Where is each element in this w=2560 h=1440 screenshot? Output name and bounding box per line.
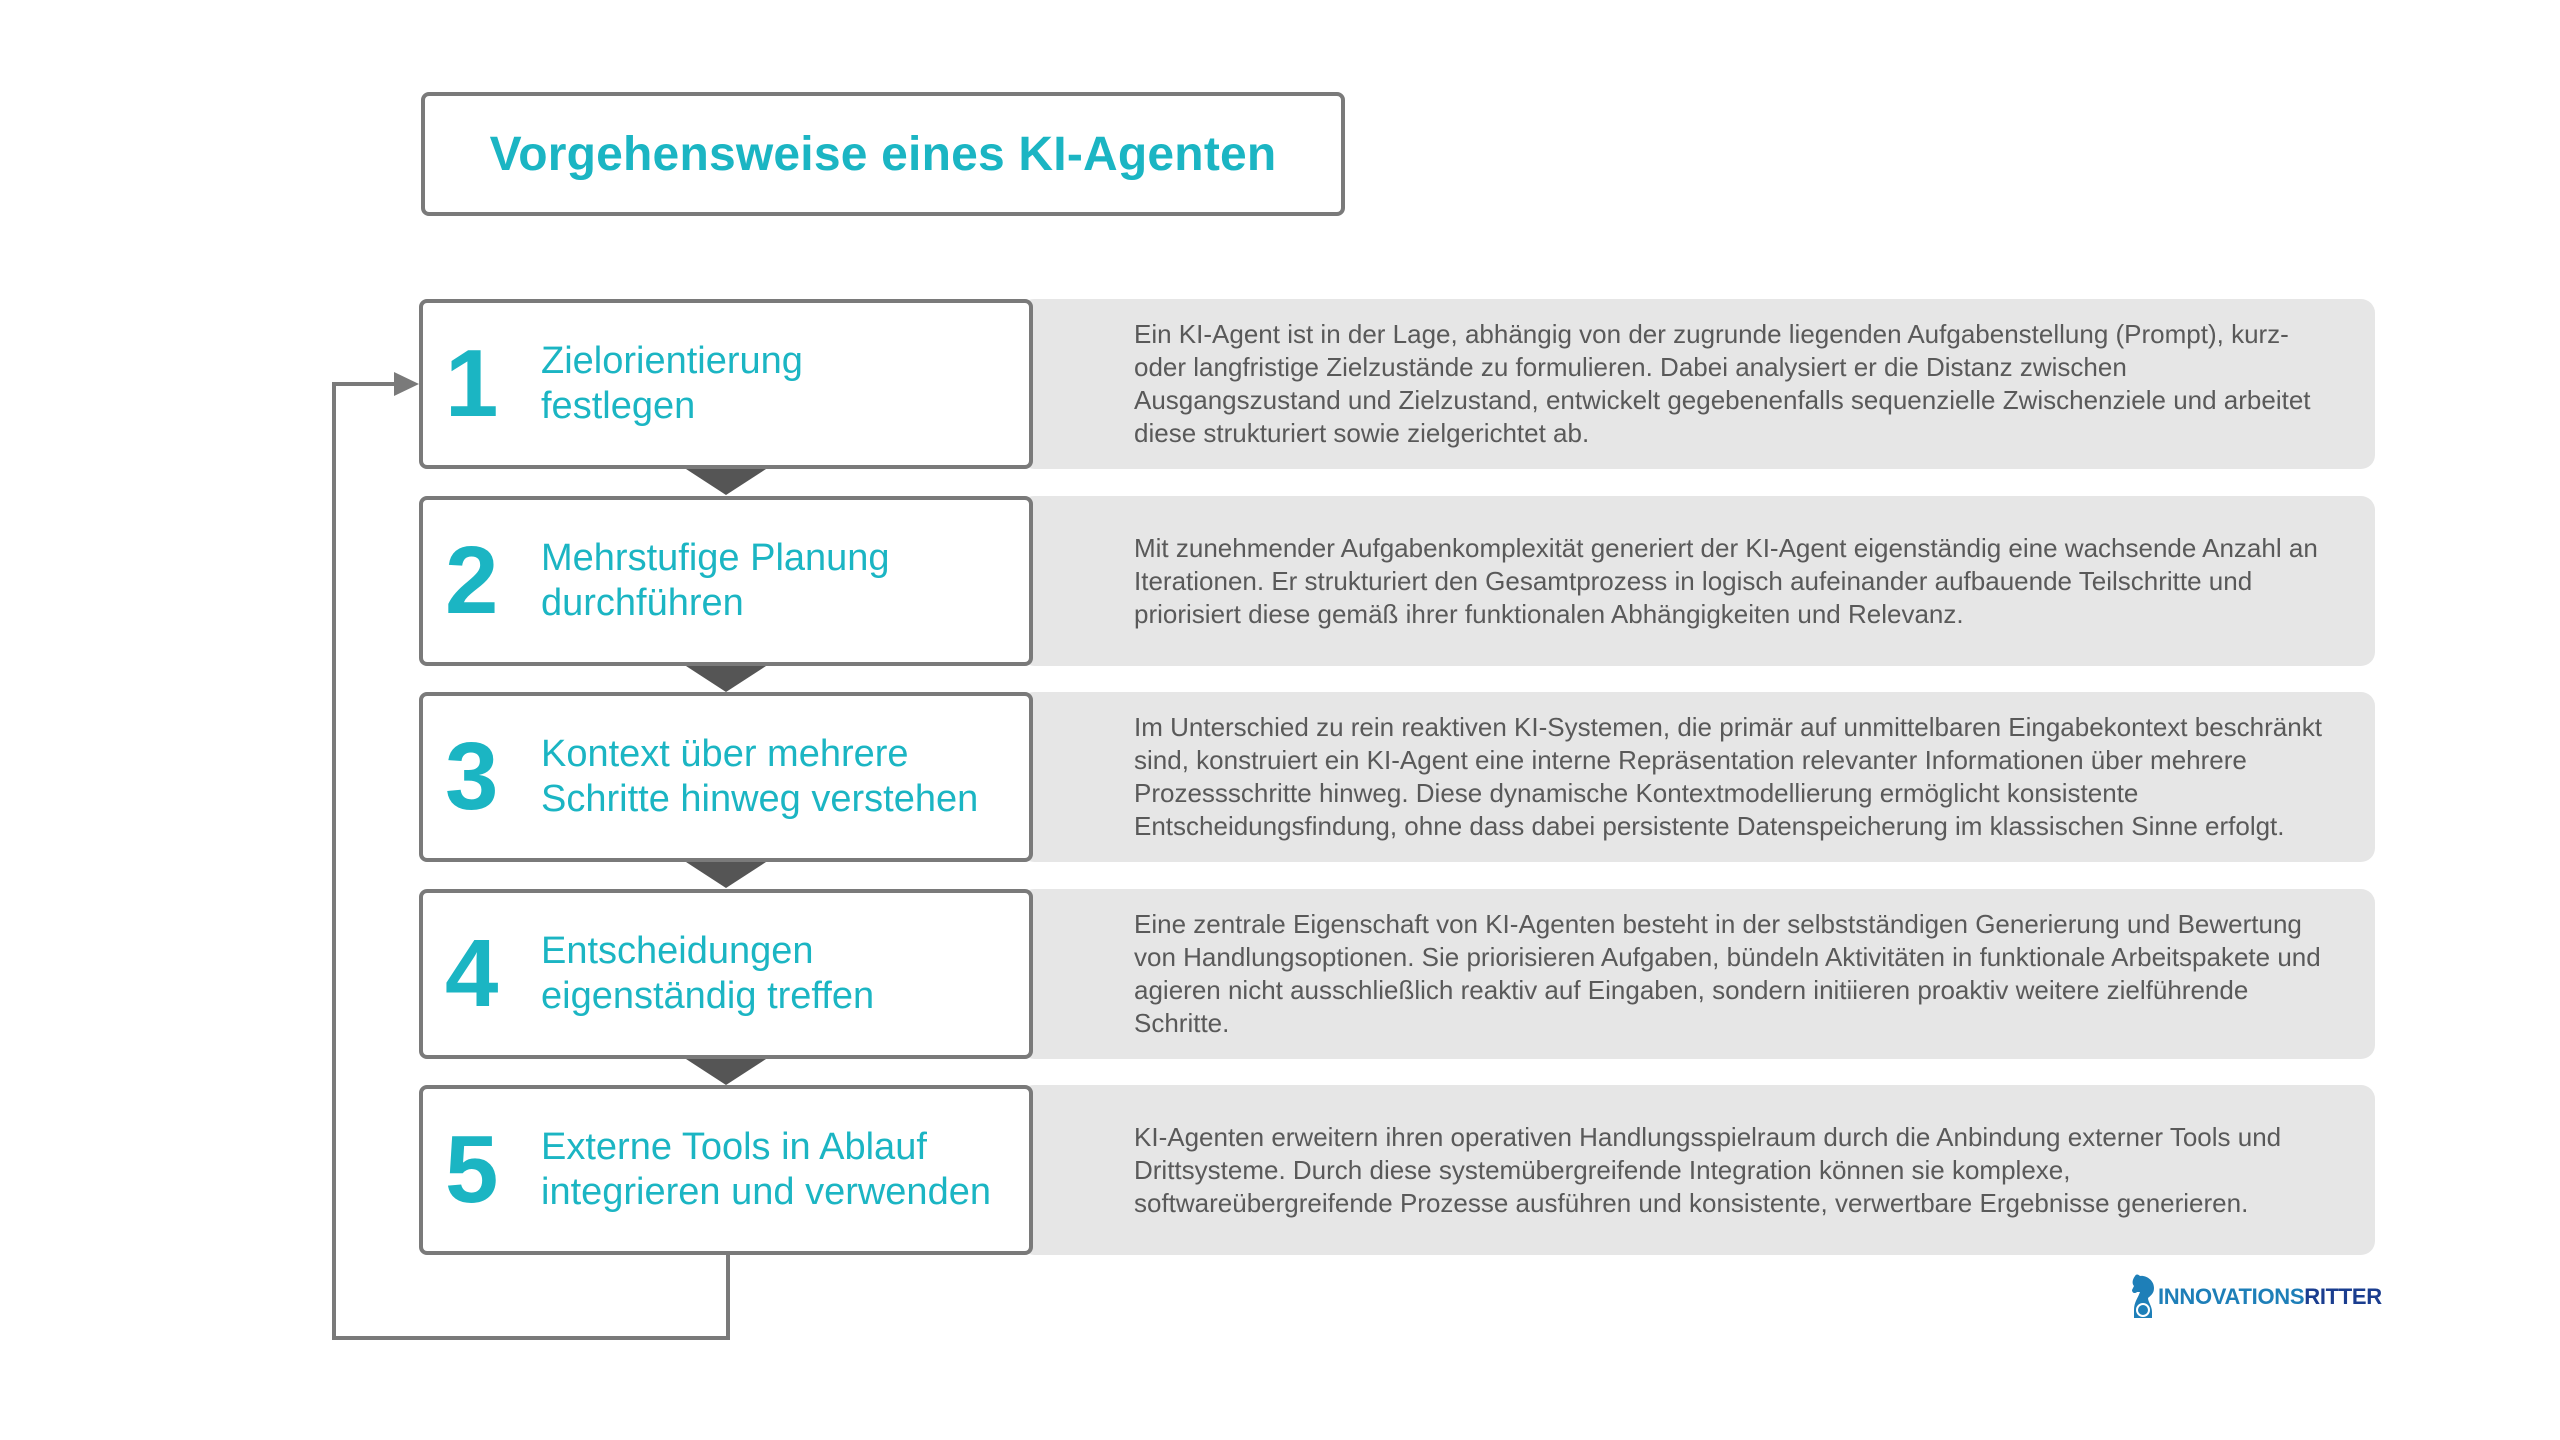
description-text-3: Im Unterschied zu rein reaktiven KI-Systemen, die primär auf unmittelbaren Eingabekontext beschränkt sind, konstruiert ein KI-Agent eine interne Repräsentation relevanter Informationen über mehrere Prozessschritte hinweg. Diese dynamische Kontextmodellierung ermöglicht konsistente Entscheidungsfindung, ohne dass dabei persistente Datenspeicherung im klassischen Sinne erfolgt.	[1134, 712, 2322, 841]
feedback-loop-arrowhead-icon	[394, 372, 419, 396]
step-label-4-line-1: Entscheidungen	[541, 930, 814, 972]
description-text-4: Eine zentrale Eigenschaft von KI-Agenten besteht in der selbstständigen Generierung und Bewertung von Handlungsoptionen. Sie priorisieren Aufgaben, bündeln Aktivitäten in funktionale Arbeitspakete und agieren nicht ausschließlich reaktiv auf Eingaben, sondern initiieren proaktiv weitere zielführende Schritte.	[1134, 909, 2321, 1038]
feedback-loop-line	[334, 384, 728, 1338]
innovationsritter-logo	[2128, 1272, 2382, 1322]
description-text-1: Ein KI-Agent ist in der Lage, abhängig von der zugrunde liegenden Aufgabenstellung (Prompt), kurz- oder langfristige Zielzustände zu formulieren. Dabei analysiert er die Distanz zwischen Ausgangszustand und Zielzustand, entwickelt gegebenenfalls sequenzielle Zwischenziele und arbeitet diese strukturiert sowie zielgerichtet ab.	[1134, 319, 2311, 448]
step-label-5-line-1: Externe Tools in Ablauf	[541, 1126, 927, 1168]
logo-text-part-1: INNOVATIONS	[2158, 1284, 2305, 1309]
logo-wordmark	[2158, 1284, 2382, 1310]
description-text-5: KI-Agenten erweitern ihren operativen Handlungsspielraum durch die Anbindung externer Tools und Drittsysteme. Durch diese systemübergreifende Integration können sie komplexe, softwareübergreifende Prozesse ausführen und konsistente, verwertbare Ergebnisse generieren.	[1134, 1121, 2282, 1218]
step-number-4: 4	[445, 920, 499, 1027]
step-label-1-line-2: festlegen	[541, 385, 696, 427]
step-label-3-line-2: Schritte hinweg verstehen	[541, 778, 979, 820]
step-label-5-line-2: integrieren und verwenden	[541, 1171, 991, 1213]
page-title: Vorgehensweise eines KI-Agenten	[489, 127, 1277, 181]
description-text-2: Mit zunehmender Aufgabenkomplexität generiert der KI-Agent eigenständig eine wachsende Anzahl an Iterationen. Er strukturiert den Gesamtprozess in logisch aufeinander aufbauende Teilschritte und priorisiert diese gemäß ihrer funktionalen Abhängigkeiten und Relevanz.	[1134, 532, 2318, 629]
step-number-2: 2	[445, 527, 499, 634]
step-label-3-line-1: Kontext über mehrere	[541, 733, 909, 775]
step-label-2-line-1: Mehrstufige Planung	[541, 537, 890, 579]
logo-text-part-2: RITTER	[2304, 1284, 2382, 1309]
step-label-1-line-1: Zielorientierung	[541, 340, 803, 382]
step-number-3: 3	[445, 723, 499, 830]
step-number-1: 1	[445, 330, 499, 437]
step-label-4-line-2: eigenständig treffen	[541, 975, 875, 1017]
knight-chess-piece-icon	[2128, 1272, 2158, 1322]
step-number-5: 5	[445, 1116, 499, 1223]
step-label-2-line-2: durchführen	[541, 582, 744, 624]
